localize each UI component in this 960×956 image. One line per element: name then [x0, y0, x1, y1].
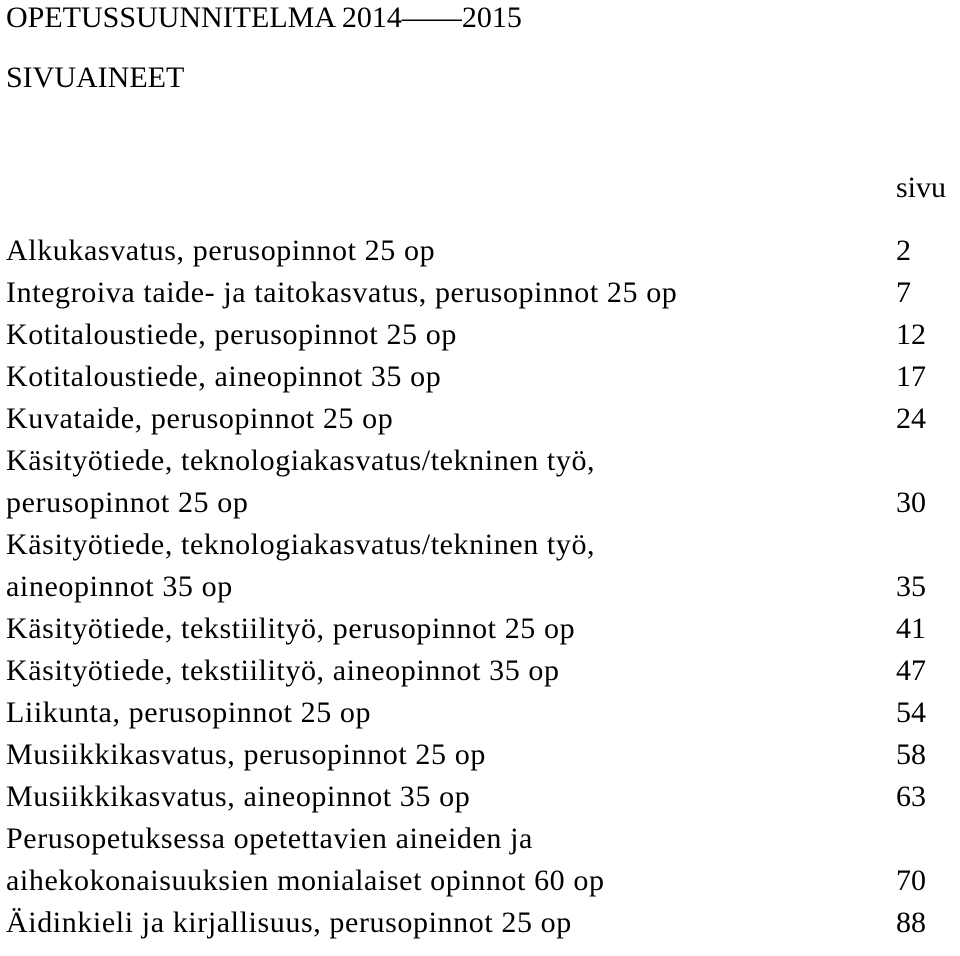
toc-entry-page-number: 63 [896, 780, 926, 813]
toc-entry-title-line: Käsityötiede, tekstiilityö, aineopinnot 35 op [6, 654, 560, 687]
toc-entry-title-line: aineopinnot 35 op [6, 570, 233, 603]
page-column-header: sivu [896, 171, 947, 204]
toc-entry-page-number: 12 [896, 318, 926, 351]
toc-entry-title-line: Äidinkieli ja kirjallisuus, perusopinnot 25 op [6, 906, 572, 939]
toc-entry-title-line: Musiikkikasvatus, aineopinnot 35 op [6, 780, 471, 813]
toc-entry-page-number: 2 [896, 234, 911, 267]
toc-entry-title-line: Kotitaloustiede, perusopinnot 25 op [6, 318, 457, 351]
toc-entry [6, 608, 960, 650]
toc-entry-page-number: 54 [896, 696, 926, 729]
toc-entry-title-line: Kotitaloustiede, aineopinnot 35 op [6, 360, 442, 393]
toc-entry [6, 818, 960, 902]
toc-entry [6, 314, 960, 356]
toc-entry-title-line: Integroiva taide- ja taitokasvatus, perusopinnot 25 op [6, 276, 678, 309]
toc-entry [6, 272, 960, 314]
toc-entry-title-line: Liikunta, perusopinnot 25 op [6, 696, 372, 729]
toc-entry-title-line: Käsityötiede, teknologiakasvatus/tekninen työ, [6, 444, 596, 477]
toc-entry-page-number: 24 [896, 402, 926, 435]
toc-entry [6, 776, 960, 818]
table-of-contents [6, 230, 960, 944]
toc-entry-page-number: 41 [896, 612, 926, 645]
toc-entry-page-number: 30 [896, 486, 926, 519]
toc-entry-page-number: 47 [896, 654, 926, 687]
toc-entry-page-number: 7 [896, 276, 911, 309]
toc-entry [6, 356, 960, 398]
toc-entry-title-line: perusopinnot 25 op [6, 486, 249, 519]
toc-entry [6, 734, 960, 776]
toc-entry-title-line: Musiikkikasvatus, perusopinnot 25 op [6, 738, 486, 771]
document-title: OPETUSSUUNNITELMA 2014——2015 [6, 1, 522, 34]
toc-entry [6, 440, 960, 524]
toc-entry [6, 692, 960, 734]
toc-entry [6, 398, 960, 440]
section-heading: SIVUAINEET [6, 61, 185, 94]
toc-entry-title-line: Alkukasvatus, perusopinnot 25 op [6, 234, 436, 267]
toc-entry-title-line: Käsityötiede, tekstiilityö, perusopinnot 25 op [6, 612, 576, 645]
toc-entry [6, 524, 960, 608]
toc-entry [6, 902, 960, 944]
toc-entry [6, 230, 960, 272]
toc-entry-title-line: aihekokonaisuuksien monialaiset opinnot 60 op [6, 864, 605, 897]
toc-entry [6, 650, 960, 692]
toc-entry-page-number: 35 [896, 570, 926, 603]
toc-entry-title-line: Käsityötiede, teknologiakasvatus/tekninen työ, [6, 528, 596, 561]
toc-entry-title-line: Kuvataide, perusopinnot 25 op [6, 402, 394, 435]
toc-entry-title-line: Perusopetuksessa opetettavien aineiden ja [6, 822, 533, 855]
toc-entry-page-number: 58 [896, 738, 926, 771]
toc-entry-page-number: 70 [896, 864, 926, 897]
toc-entry-page-number: 17 [896, 360, 926, 393]
toc-entry-page-number: 88 [896, 906, 926, 939]
